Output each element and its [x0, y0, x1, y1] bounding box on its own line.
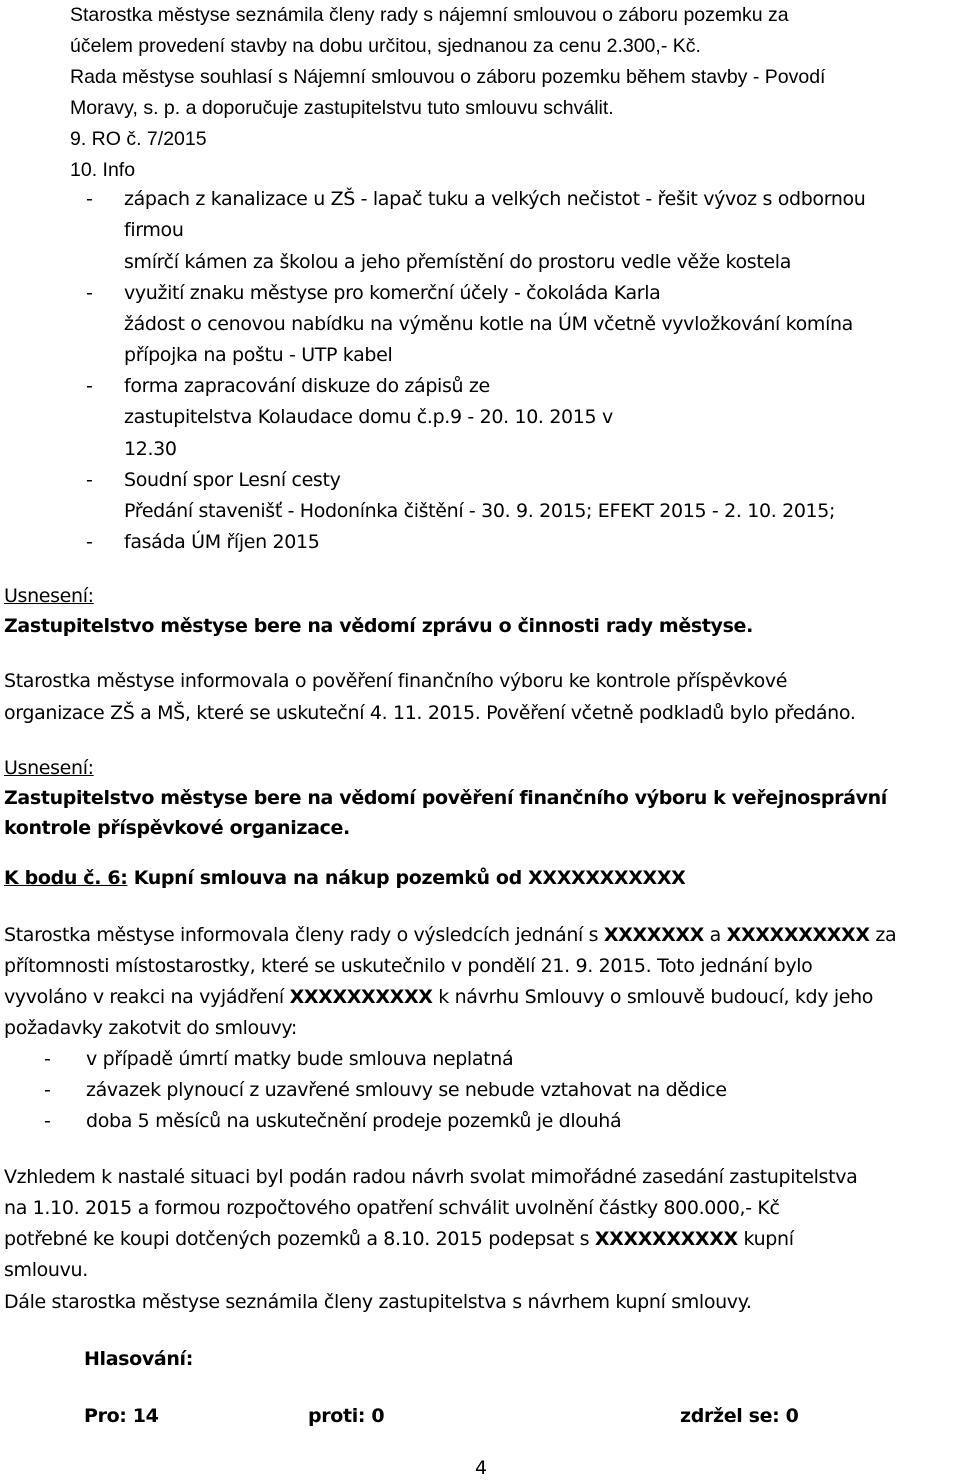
- bullet-dash: -: [44, 1048, 51, 1070]
- text-line: smlouvu.: [4, 1259, 88, 1281]
- info-item: forma zapracování diskuze do zápisů ze: [124, 375, 490, 397]
- text-span: vyvoláno v reakci na vyjádření: [4, 986, 290, 1008]
- text-line: požadavky zakotvit do smlouvy:: [4, 1017, 297, 1039]
- bullet-dash: -: [44, 1110, 51, 1132]
- redacted-name: XXXXXXX: [603, 924, 704, 946]
- text-span: potřebné ke koupi dotčených pozemků a 8.10. 2015 podepsat s: [4, 1228, 595, 1250]
- bullet-dash: -: [86, 469, 93, 491]
- text-line: účelem provedení stavby na dobu určitou, sjednanou za cenu 2.300,- Kč.: [70, 35, 701, 57]
- page-number: 4: [475, 1457, 487, 1479]
- text-line: [4, 922, 896, 948]
- requirement-item: závazek plynoucí z uzavřené smlouvy se nebude vztahovat na dědice: [86, 1079, 727, 1101]
- section-ref: K bodu č. 6:: [4, 867, 128, 889]
- text-line: [4, 984, 873, 1010]
- vote-pro: Pro: 14: [84, 1405, 159, 1427]
- bullet-dash: -: [86, 282, 93, 304]
- bullet-dash: -: [86, 375, 93, 397]
- requirement-item: doba 5 měsíců na uskutečnění prodeje pozemků je dlouhá: [86, 1110, 622, 1132]
- info-item: Předání stavenišť - Hodonínka čištění - 30. 9. 2015; EFEKT 2015 - 2. 10. 2015;: [124, 500, 836, 522]
- info-item: využití znaku městyse pro komerční účely - čokoláda Karla: [124, 282, 661, 304]
- info-item: firmou: [124, 219, 184, 241]
- requirement-item: v případě úmrtí matky bude smlouva neplatná: [86, 1048, 514, 1070]
- text-line: Dále starostka městyse seznámila členy zastupitelstva s návrhem kupní smlouvy.: [4, 1291, 752, 1313]
- text-span: a: [703, 924, 727, 946]
- info-item: přípojka na poštu - UTP kabel: [124, 344, 393, 366]
- text-span: k návrhu Smlouvy o smlouvě budoucí, kdy jeho: [432, 986, 874, 1008]
- list-item-10: 10. Info: [70, 159, 136, 181]
- resolution-label: Usnesení:: [4, 585, 94, 607]
- text-line: přítomnosti místostarostky, které se uskutečnilo v pondělí 21. 9. 2015. Toto jednání bylo: [4, 955, 813, 977]
- info-item: zastupitelstva Kolaudace domu č.p.9 - 20. 10. 2015 v: [124, 406, 613, 428]
- text-line: Vzhledem k nastalé situaci byl podán radou návrh svolat mimořádné zasedání zastupitelstva: [4, 1166, 858, 1188]
- text-line: Starostka městyse informovala o pověření finančního výboru ke kontrole příspěvkové: [4, 670, 788, 692]
- resolution-label: Usnesení:: [4, 757, 94, 779]
- text-line: organizace ZŠ a MŠ, které se uskuteční 4. 11. 2015. Pověření včetně podkladů bylo předáno.: [4, 702, 856, 724]
- text-line: Moravy, s. p. a doporučuje zastupitelstvu tuto smlouvu schválit.: [70, 97, 614, 119]
- text-line: na 1.10. 2015 a formou rozpočtového opatření schválit uvolnění částky 800.000,- Kč: [4, 1197, 780, 1219]
- info-item: smírčí kámen za školou a jeho přemístění do prostoru vedle věže kostela: [124, 251, 791, 273]
- bullet-dash: -: [86, 188, 93, 210]
- info-item: 12.30: [124, 438, 177, 460]
- info-item: zápach z kanalizace u ZŠ - lapač tuku a velkých nečistot - řešit vývoz s odbornou: [124, 188, 866, 210]
- info-item: Soudní spor Lesní cesty: [124, 469, 341, 491]
- text-line: Rada městyse souhlasí s Nájemní smlouvou o záboru pozemku během stavby - Povodí: [70, 66, 826, 88]
- vote-label: Hlasování:: [84, 1348, 193, 1370]
- info-item: žádost o cenovou nabídku na výměnu kotle na ÚM včetně vyvložkování komína: [124, 313, 853, 335]
- resolution-text: kontrole příspěvkové organizace.: [4, 817, 350, 839]
- text-span: za: [869, 924, 897, 946]
- redacted-name: XXXXXXXXXX: [594, 1228, 738, 1250]
- section-title: Kupní smlouva na nákup pozemků od XXXXXXXXXXX: [127, 867, 686, 889]
- resolution-text: Zastupitelstvo městyse bere na vědomí zprávu o činnosti rady městyse.: [4, 615, 753, 637]
- redacted-name: XXXXXXXXXX: [726, 924, 870, 946]
- text-span: kupní: [737, 1228, 794, 1250]
- vote-zdrzel: zdržel se: 0: [680, 1405, 799, 1427]
- section-heading: [4, 865, 685, 891]
- list-item-9: 9. RO č. 7/2015: [70, 128, 207, 150]
- resolution-text: Zastupitelstvo městyse bere na vědomí pověření finančního výboru k veřejnosprávní: [4, 787, 887, 809]
- text-line: Starostka městyse seznámila členy rady s nájemní smlouvou o záboru pozemku za: [70, 4, 789, 26]
- vote-proti: proti: 0: [308, 1405, 385, 1427]
- redacted-name: XXXXXXXXXX: [289, 986, 433, 1008]
- text-line: [4, 1226, 794, 1252]
- text-span: Starostka městyse informovala členy rady o výsledcích jednání s: [4, 924, 604, 946]
- bullet-dash: -: [44, 1079, 51, 1101]
- info-item: fasáda ÚM říjen 2015: [124, 531, 320, 553]
- bullet-dash: -: [86, 531, 93, 553]
